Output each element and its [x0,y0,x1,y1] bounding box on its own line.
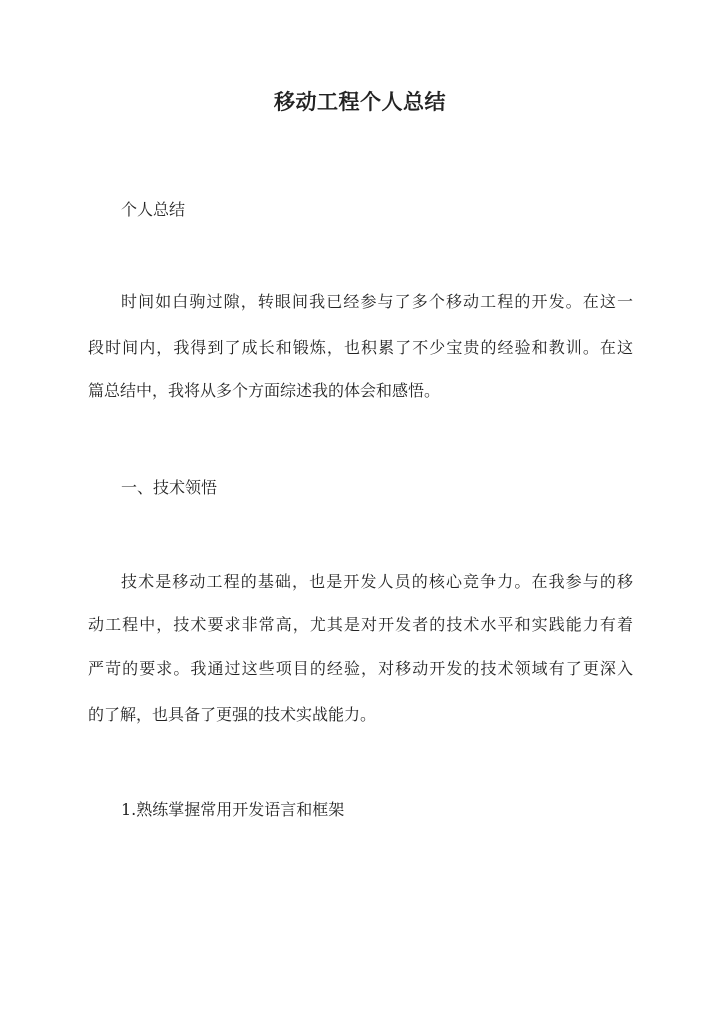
paragraph-line: 动工程中，技术要求非常高，尤其是对开发者的技术水平和实践能力有着 [88,615,633,634]
paragraph-line: 篇总结中，我将从多个方面综述我的体会和感悟。 [88,381,441,400]
subsection-heading-languages-frameworks: 1.熟练掌握常用开发语言和框架 [121,800,345,819]
paragraph-line: 的了解，也具备了更强的技术实战能力。 [88,705,377,724]
paragraph-line: 严苛的要求。我通过这些项目的经验，对移动开发的技术领域有了更深入 [88,659,633,678]
section-heading-tech-insight: 一、技术领悟 [121,478,218,497]
paragraph-line: 段时间内，我得到了成长和锻炼，也积累了不少宝贵的经验和教训。在这 [88,338,633,357]
section-heading-personal-summary: 个人总结 [121,200,186,219]
paragraph-line: 时间如白驹过隙，转眼间我已经参与了多个移动工程的开发。在这一 [121,292,633,311]
document-title: 移动工程个人总结 [274,89,446,114]
paragraph-line: 技术是移动工程的基础，也是开发人员的核心竞争力。在我参与的移 [121,572,633,591]
